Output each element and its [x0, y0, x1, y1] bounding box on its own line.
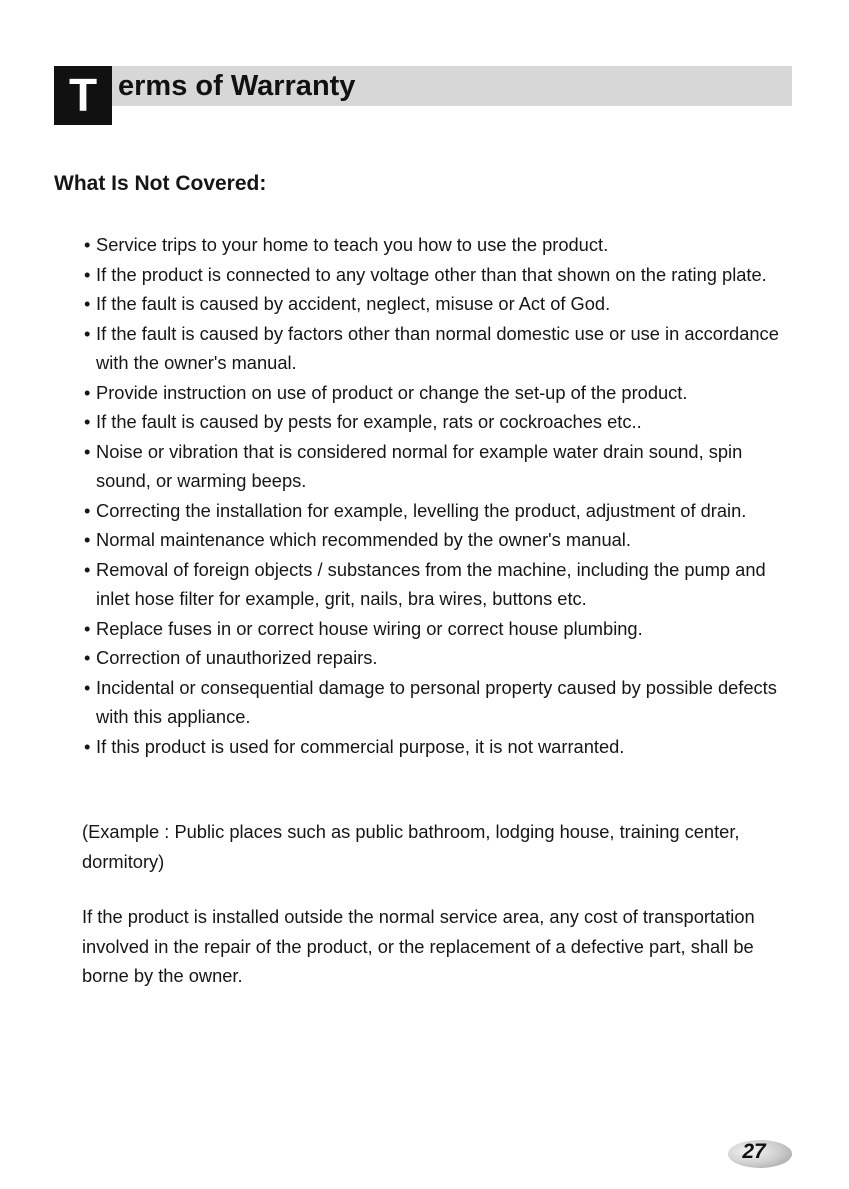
bullet-icon: •	[84, 411, 91, 432]
list-item-text: Service trips to your home to teach you how to use the product.	[96, 234, 609, 255]
list-item-text: Correcting the installation for example, levelling the product, adjustment of drain.	[96, 499, 747, 521]
list-item	[84, 496, 799, 526]
bullet-icon: •	[84, 499, 91, 521]
list-item	[84, 614, 799, 644]
bullet-icon: •	[84, 617, 91, 639]
list-item-text: Replace fuses in or correct house wiring or correct house plumbing.	[96, 617, 643, 639]
bullet-icon: •	[84, 322, 91, 344]
list-item	[84, 289, 799, 319]
page-number: 27	[742, 1140, 766, 1163]
list-item-text: If this product is used for commercial purpose, it is not warranted.	[96, 735, 625, 757]
list-item-text: If the fault is caused by pests for example, rats or cockroaches etc..	[96, 411, 642, 432]
bullet-icon: •	[84, 529, 91, 550]
list-item	[84, 319, 799, 378]
section-heading: What Is Not Covered:	[54, 172, 267, 195]
bullet-icon: •	[84, 381, 91, 403]
bullet-icon: •	[84, 676, 91, 698]
bullet-icon: •	[84, 263, 91, 285]
title-initial-block: T	[54, 66, 112, 125]
list-item-text: Normal maintenance which recommended by the owner's manual.	[96, 529, 631, 550]
bullet-icon: •	[84, 647, 91, 668]
list-item-text: Incidental or consequential damage to personal property caused by possible defects with this appliance.	[96, 676, 777, 727]
bullet-icon: •	[84, 234, 91, 255]
list-item	[84, 260, 799, 290]
list-item	[84, 407, 799, 437]
list-item	[84, 732, 799, 762]
list-item	[84, 437, 799, 496]
list-item	[84, 643, 799, 673]
list-item-text: Correction of unauthorized repairs.	[96, 647, 378, 668]
list-item-text: Removal of foreign objects / substances from the machine, including the pump and inlet hose filter for example, grit, nails, bra wires, buttons etc.	[96, 558, 766, 609]
list-item-text: Provide instruction on use of product or change the set-up of the product.	[96, 381, 688, 403]
list-item-text: If the fault is caused by accident, neglect, misuse or Act of God.	[96, 293, 611, 314]
service-area-note: If the product is installed outside the normal service area, any cost of transportation involved in the repair of the product, or the replacement of a defective part, shall be borne by the owner.	[82, 906, 755, 986]
bullet-icon: •	[84, 293, 91, 314]
list-item	[84, 378, 799, 408]
list-item-text: Noise or vibration that is considered normal for example water drain sound, spin sound, or warming beeps.	[96, 440, 743, 491]
bullet-icon: •	[84, 440, 91, 462]
bullet-icon: •	[84, 558, 91, 580]
list-item	[84, 525, 799, 555]
list-item-text: If the product is connected to any voltage other than that shown on the rating plate.	[96, 263, 767, 285]
example-note: (Example : Public places such as public bathroom, lodging house, training center, dormitory)	[82, 821, 740, 872]
list-item-text: If the fault is caused by factors other than normal domestic use or use in accordance with the owner's manual.	[96, 322, 779, 373]
list-item	[84, 673, 799, 732]
page-title: erms of Warranty	[118, 70, 356, 102]
list-item	[84, 230, 799, 260]
list-item	[84, 555, 799, 614]
bullet-icon: •	[84, 735, 91, 757]
not-covered-list	[84, 230, 799, 761]
